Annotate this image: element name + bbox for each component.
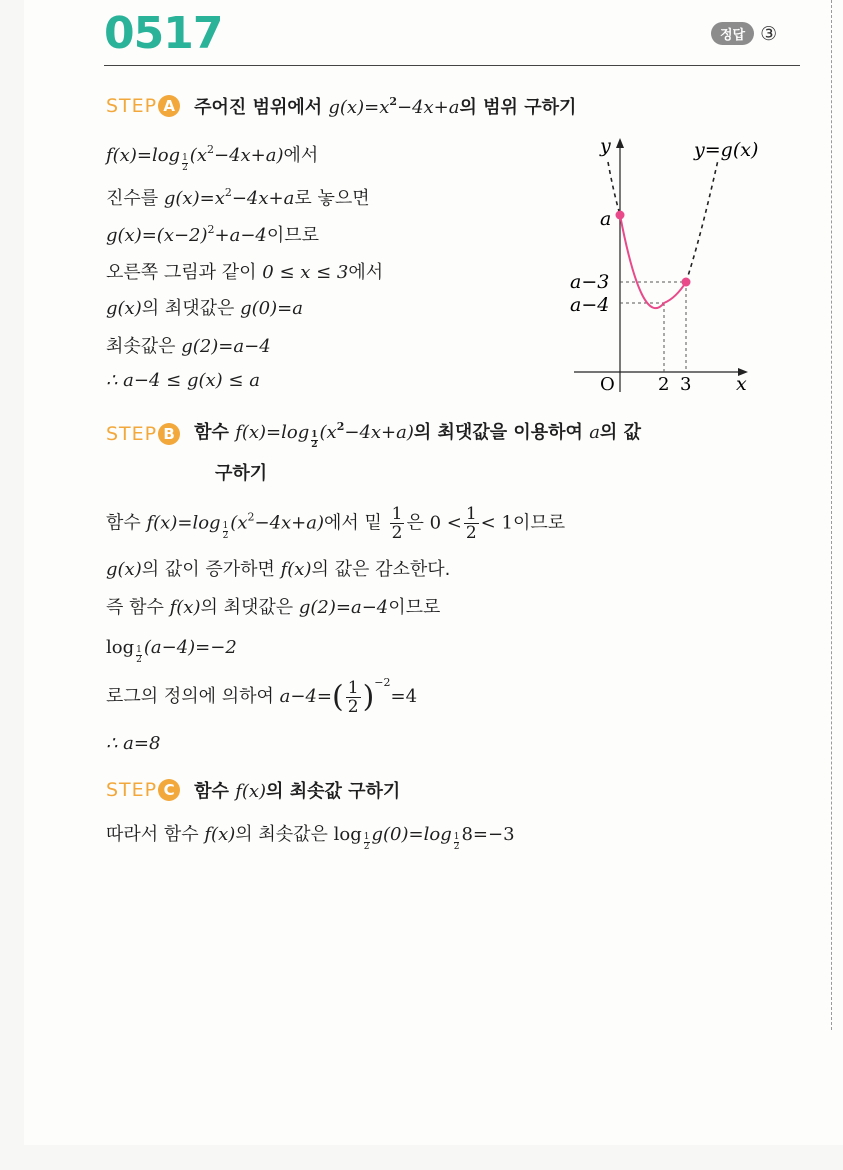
header-divider (104, 65, 800, 66)
y-label-a-minus-3: a−3 (570, 271, 610, 293)
y-label-a-minus-4: a−4 (570, 294, 610, 316)
step-a-line-1: f(x)=log $_{\frac{1}{2}}$ $(x^2-4x+a)$에서 (106, 143, 319, 173)
step-a-line-3: $g(x)=(x-2)^2+a-4$이므로 (106, 223, 320, 246)
curve-label: y=g(x) (694, 139, 759, 161)
step-letter-badge: A (158, 95, 180, 117)
parabola-right-dashed (686, 160, 718, 282)
step-title: 함수 f(x)의 최솟값 구하기 (194, 781, 401, 802)
step-a-line-2: 진수를 $g(x)=x^2-4x+a$로 놓으면 (106, 186, 370, 209)
y-axis-arrow (616, 138, 624, 148)
step-b-line-5: 로그의 정의에 의하여 a−4=( $\frac{1}{2}$ )$^{-2}$=4 (106, 676, 418, 717)
step-b-line-2: g(x)의 값이 증가하면 f(x)의 값은 감소한다. (106, 559, 451, 580)
origin-label: O (600, 374, 615, 395)
step-b-line-4: log $_{\frac{1}{2}}$ (a−4)=−2 (106, 637, 237, 665)
step-letter-badge: B (158, 423, 180, 445)
x-tick-2: 2 (658, 374, 670, 395)
point-g3 (682, 278, 691, 287)
problem-number: 0517 (104, 8, 223, 59)
x-axis-label: x (736, 373, 747, 395)
step-b-line-1: 함수 f(x)=log $_{\frac{1}{2}}$ $(x^2-4x+a)$에서 밑 $\frac{1}{2}$ 은 0 < $\frac{1}{2}$ < 1이므로 (106, 504, 566, 543)
x-tick-3: 3 (680, 374, 692, 395)
step-a-line-4: 오른쪽 그림과 같이 0 ≤ x ≤ 3에서 (106, 262, 384, 283)
step-a-line-6: 최솟값은 g(2)=a−4 (106, 336, 271, 357)
step-b-heading (106, 418, 641, 450)
step-c-line-1: 따라서 함수 f(x)의 최솟값은 log $_{\frac{1}{2}}$ g(0)=log $_{\frac{1}{2}}$ 8=−3 (106, 824, 515, 852)
parabola-segment (620, 215, 686, 308)
step-label: STEP (106, 779, 158, 801)
step-b-title-line-2: 구하기 (215, 463, 268, 484)
step-b-line-3: 즉 함수 f(x)의 최댓값은 g(2)=a−4이므로 (106, 597, 441, 618)
point-g0 (616, 211, 625, 220)
y-label-a: a (600, 208, 612, 230)
step-a-heading (106, 93, 576, 119)
y-axis-label: y (600, 135, 611, 157)
answer-area (711, 22, 777, 45)
step-title: 함수 f(x)=log $_{\frac{1}{2}}$ $(x^2-4x+a)$의 최댓값을 이용하여 a의 값 (194, 420, 641, 450)
step-a-line-5: g(x)의 최댓값은 g(0)=a (106, 298, 303, 319)
answer-badge: 정답 (711, 22, 754, 45)
step-label: STEP (106, 423, 158, 445)
parabola-graph (560, 130, 800, 405)
step-title: 주어진 범위에서 $g(x)=x^2-4x+a$의 범위 구하기 (194, 95, 577, 118)
step-letter-badge: C (158, 779, 180, 801)
step-b-line-6: ∴ a=8 (106, 733, 161, 754)
step-c-heading (106, 777, 400, 803)
answer-value: ③ (760, 22, 778, 45)
page-edge-dashed-line (831, 0, 832, 1030)
step-label: STEP (106, 95, 158, 117)
step-a-line-7: ∴ a−4 ≤ g(x) ≤ a (106, 370, 260, 391)
